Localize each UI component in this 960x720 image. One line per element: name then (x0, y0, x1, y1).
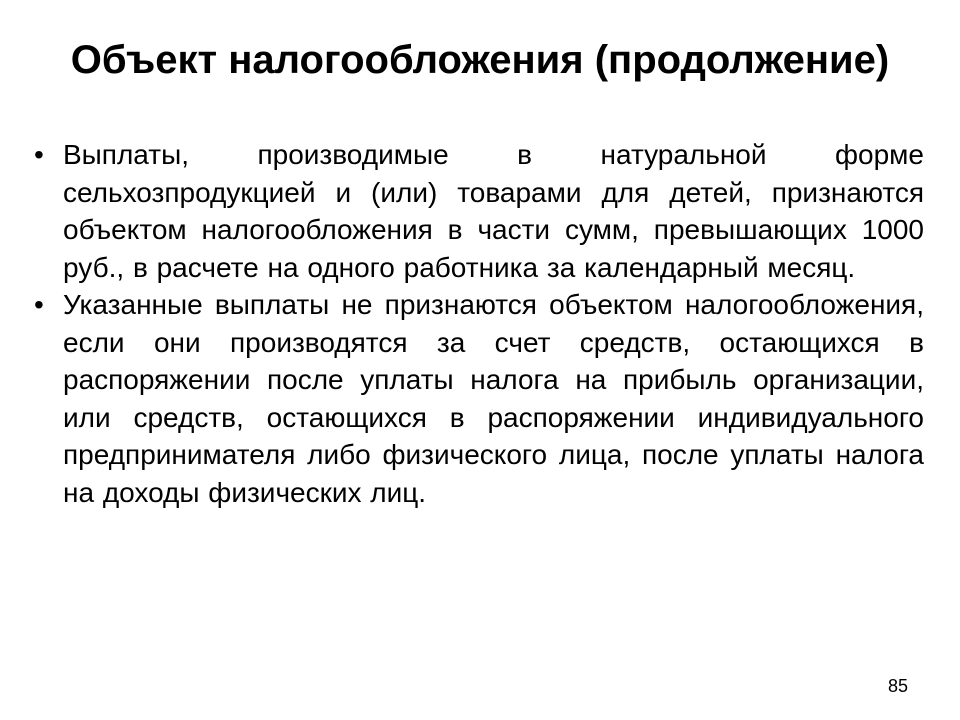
bullet-icon: • (34, 289, 44, 320)
slide-body (30, 136, 924, 511)
bullet-text: Указанные выплаты не признаются объектом налогообложения, если они производятся за счет средств, остающихся в распоряжении после уплаты налога на прибыль организации, или средств, остающихся в распоряжении индивидуального предпринимателя либо физического лица, после уплаты налога на доходы физических лиц. (63, 289, 924, 508)
slide-title: Объект налогообложения (продолжение) (70, 38, 890, 82)
page-number: 85 (887, 676, 908, 696)
bullet-item (30, 136, 924, 286)
bullet-text: Выплаты, производимые в натуральной форме сельхозпродукцией и (или) товарами для детей, признаются объектом налогообложения в части сумм, превышающих 1000 руб., в расчете на одного работника за календарный месяц. (63, 139, 924, 283)
bullet-item (30, 286, 924, 511)
bullet-icon: • (34, 139, 44, 170)
